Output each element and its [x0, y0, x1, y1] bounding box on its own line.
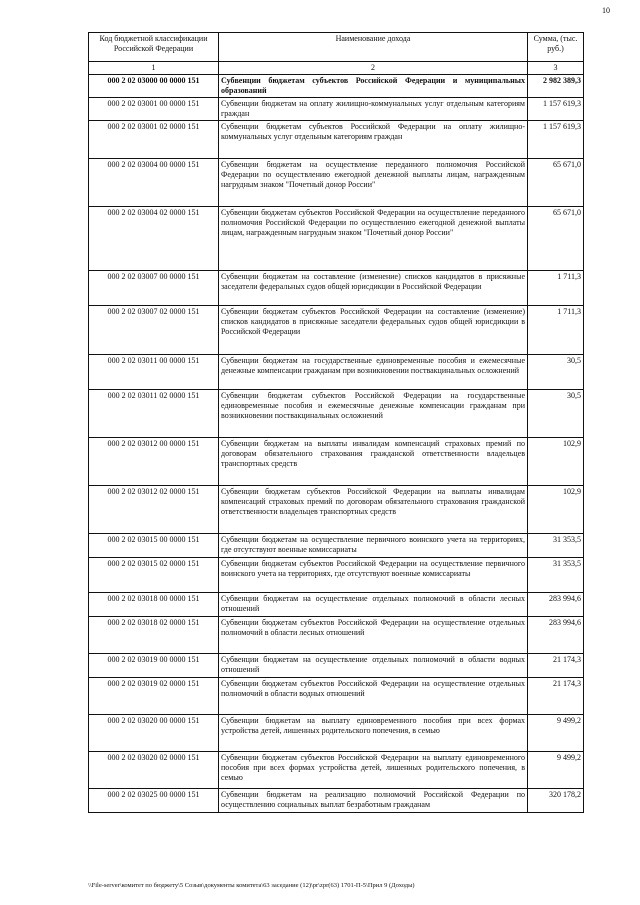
revenue-table: [88, 32, 584, 813]
table-header-row: [89, 33, 584, 62]
row-name: Субвенции бюджетам субъектов Российской Федерации на государственные единовременные пособия и ежемесячные денежные компенсации гражданам при возникновении поствакцинальных осложнений: [219, 390, 528, 438]
row-amount: 30,5: [528, 390, 584, 438]
row-amount: 1 711,3: [528, 271, 584, 306]
table-row: [89, 355, 584, 390]
table-row: [89, 534, 584, 558]
row-amount: 1 711,3: [528, 306, 584, 355]
row-code: 000 2 02 03007 02 0000 151: [89, 306, 219, 355]
row-code: 000 2 02 03011 02 0000 151: [89, 390, 219, 438]
table-row: [89, 558, 584, 593]
header-name: Наименование дохода: [219, 33, 528, 62]
row-name: Субвенции бюджетам субъектов Российской Федерации на осуществление отдельных полномочий в области водных отношений: [219, 678, 528, 715]
table-body: [89, 75, 584, 813]
table-row: [89, 593, 584, 617]
table-row: [89, 75, 584, 98]
table-row: [89, 390, 584, 438]
footer-file-path: \\File-server\комитет по бюджету\5 Созыв\документы комитета\63 заседание (12)\pr\zpr(63) 1701-П-5\Прил 9 (Доходы): [88, 882, 415, 889]
row-amount: 102,9: [528, 438, 584, 486]
row-code: 000 2 02 03012 00 0000 151: [89, 438, 219, 486]
row-name: Субвенции бюджетам субъектов Российской Федерации на выплату единовременного пособия при всех формах устройства детей, лишенных родительского попечения, в семью: [219, 752, 528, 789]
row-name: Субвенции бюджетам на осуществление отдельных полномочий в области лесных отношений: [219, 593, 528, 617]
row-amount: 31 353,5: [528, 558, 584, 593]
row-name: Субвенции бюджетам на государственные единовременные пособия и ежемесячные денежные компенсации гражданам при возникновении поствакцинальных осложнений: [219, 355, 528, 390]
row-amount: 320 178,2: [528, 789, 584, 813]
row-name: Субвенции бюджетам на оплату жилищно-коммунальных услуг отдельным категориям граждан: [219, 98, 528, 121]
row-amount: 65 671,0: [528, 207, 584, 271]
table-row: [89, 121, 584, 159]
row-code: 000 2 02 03004 00 0000 151: [89, 159, 219, 207]
row-code: 000 2 02 03020 00 0000 151: [89, 715, 219, 752]
row-amount: 9 499,2: [528, 715, 584, 752]
row-code: 000 2 02 03018 02 0000 151: [89, 617, 219, 654]
row-name: Субвенции бюджетам субъектов Российской Федерации на оплату жилищно-коммунальных услуг отдельным категориям граждан: [219, 121, 528, 159]
row-code: 000 2 02 03018 00 0000 151: [89, 593, 219, 617]
row-name: Субвенции бюджетам на осуществление переданного полномочия Российской Федерации по осуществлению ежегодной денежной выплаты лицам, награжденным нагрудным знаком "Почетный донор России": [219, 159, 528, 207]
row-name: Субвенции бюджетам субъектов Российской Федерации на осуществление переданного полномочия Российской Федерации по осуществлению ежегодной денежной выплаты лицам, награжденным нагрудным знаком "Почетный донор России": [219, 207, 528, 271]
row-amount: 283 994,6: [528, 593, 584, 617]
row-amount: 31 353,5: [528, 534, 584, 558]
header-amount: Сумма, (тыс. руб.): [528, 33, 584, 62]
row-amount: 1 157 619,3: [528, 98, 584, 121]
row-code: 000 2 02 03000 00 0000 151: [89, 75, 219, 98]
row-name: Субвенции бюджетам на выплаты инвалидам компенсаций страховых премий по договорам обязательного страхования гражданской ответственности владельцев транспортных средств: [219, 438, 528, 486]
row-name: Субвенции бюджетам субъектов Российской Федерации на осуществление первичного воинского учета на территориях, где отсутствуют военные комиссариаты: [219, 558, 528, 593]
table-row: [89, 486, 584, 534]
row-name: Субвенции бюджетам на реализацию полномочий Российской Федерации по осуществлению социальных выплат безработным гражданам: [219, 789, 528, 813]
row-amount: 21 174,3: [528, 654, 584, 678]
row-name: Субвенции бюджетам субъектов Российской Федерации и муниципальных образований: [219, 75, 528, 98]
row-name: Субвенции бюджетам на осуществление отдельных полномочий в области водных отношений: [219, 654, 528, 678]
column-number-row: [89, 62, 584, 75]
row-amount: 21 174,3: [528, 678, 584, 715]
column-number: 3: [528, 62, 584, 75]
row-name: Субвенции бюджетам субъектов Российской Федерации на выплаты инвалидам компенсаций страховых премий по договорам обязательного страхования гражданской ответственности владельцев транспортных средств: [219, 486, 528, 534]
row-code: 000 2 02 03004 02 0000 151: [89, 207, 219, 271]
row-name: Субвенции бюджетам субъектов Российской Федерации на осуществление отдельных полномочий в области лесных отношений: [219, 617, 528, 654]
table-row: [89, 715, 584, 752]
row-amount: 9 499,2: [528, 752, 584, 789]
row-code: 000 2 02 03001 02 0000 151: [89, 121, 219, 159]
row-amount: 2 982 389,3: [528, 75, 584, 98]
row-code: 000 2 02 03019 02 0000 151: [89, 678, 219, 715]
table-row: [89, 654, 584, 678]
table-row: [89, 306, 584, 355]
page-number: 10: [602, 6, 610, 15]
header-code: Код бюджетной классификации Российской Федерации: [89, 33, 219, 62]
row-name: Субвенции бюджетам на составление (изменение) списков кандидатов в присяжные заседатели федеральных судов общей юрисдикции в Российской Федерации: [219, 271, 528, 306]
table-row: [89, 271, 584, 306]
row-code: 000 2 02 03019 00 0000 151: [89, 654, 219, 678]
row-code: 000 2 02 03011 00 0000 151: [89, 355, 219, 390]
row-code: 000 2 02 03020 02 0000 151: [89, 752, 219, 789]
row-code: 000 2 02 03007 00 0000 151: [89, 271, 219, 306]
row-amount: 30,5: [528, 355, 584, 390]
row-amount: 1 157 619,3: [528, 121, 584, 159]
table-row: [89, 752, 584, 789]
row-name: Субвенции бюджетам на осуществление первичного воинского учета на территориях, где отсутствуют военные комиссариаты: [219, 534, 528, 558]
table-row: [89, 678, 584, 715]
table-row: [89, 438, 584, 486]
row-name: Субвенции бюджетам на выплату единовременного пособия при всех формах устройства детей, лишенных родительского попечения, в семью: [219, 715, 528, 752]
column-number: 2: [219, 62, 528, 75]
table-row: [89, 207, 584, 271]
row-amount: 283 994,6: [528, 617, 584, 654]
row-code: 000 2 02 03012 02 0000 151: [89, 486, 219, 534]
table-row: [89, 617, 584, 654]
row-name: Субвенции бюджетам субъектов Российской Федерации на составление (изменение) списков кандидатов в присяжные заседатели федеральных судов общей юрисдикции в Российской Федерации: [219, 306, 528, 355]
row-code: 000 2 02 03025 00 0000 151: [89, 789, 219, 813]
row-amount: 102,9: [528, 486, 584, 534]
row-amount: 65 671,0: [528, 159, 584, 207]
row-code: 000 2 02 03001 00 0000 151: [89, 98, 219, 121]
table-row: [89, 98, 584, 121]
row-code: 000 2 02 03015 00 0000 151: [89, 534, 219, 558]
column-number: 1: [89, 62, 219, 75]
table-row: [89, 789, 584, 813]
row-code: 000 2 02 03015 02 0000 151: [89, 558, 219, 593]
table-row: [89, 159, 584, 207]
